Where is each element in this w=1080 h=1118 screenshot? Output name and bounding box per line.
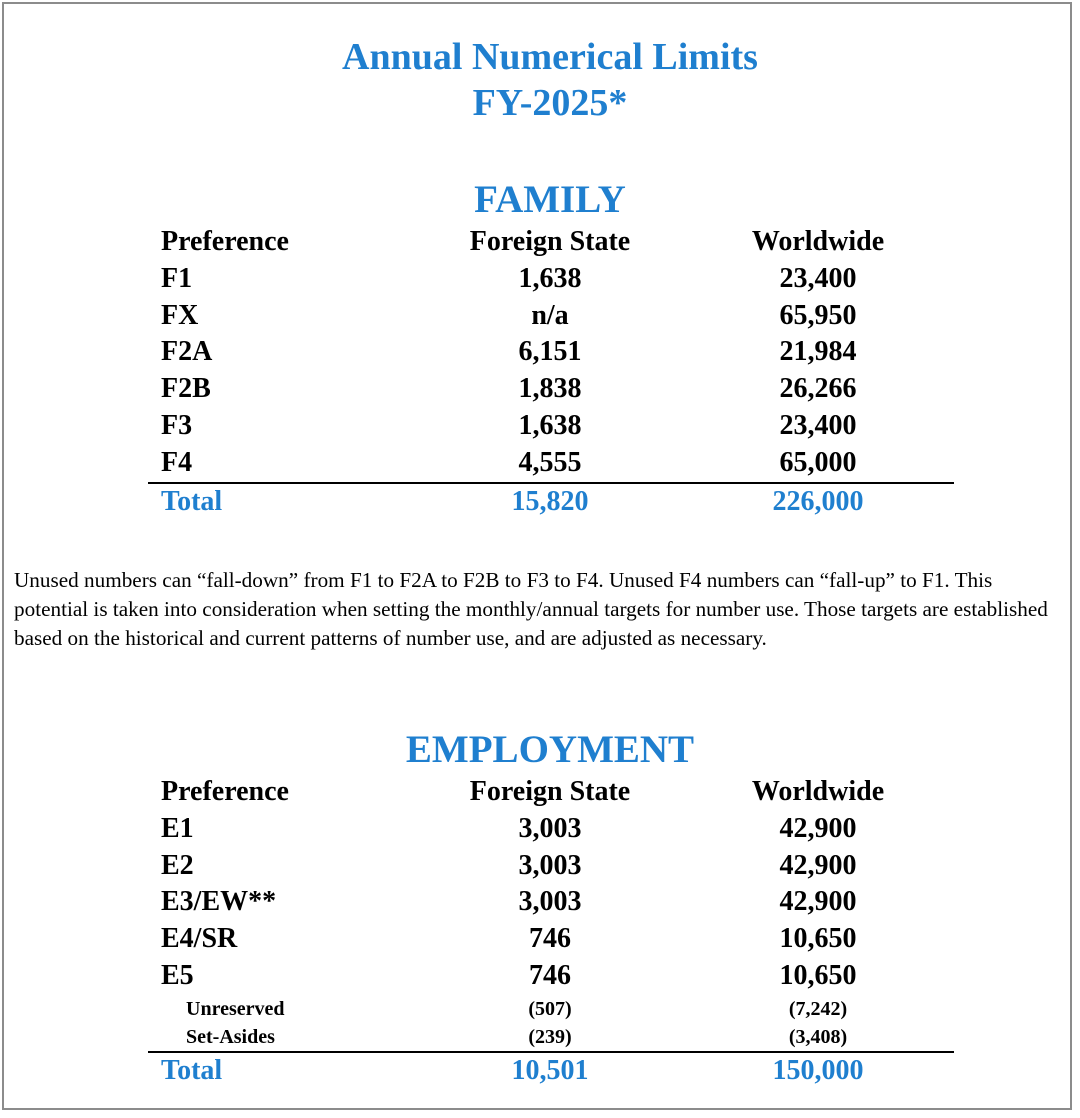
column-header-preference: Preference bbox=[161, 776, 289, 807]
row-foreign-state: 1,838 bbox=[518, 373, 582, 405]
employment-table bbox=[148, 774, 954, 1090]
row-worldwide: (7,242) bbox=[788, 997, 848, 1020]
page-subtitle: FY-2025* bbox=[472, 82, 628, 124]
row-preference: E5 bbox=[161, 959, 194, 991]
total-foreign-state: 10,501 bbox=[511, 1054, 589, 1086]
employment-header-row bbox=[148, 774, 954, 811]
total-label: Total bbox=[161, 485, 223, 517]
row-foreign-state: (507) bbox=[528, 997, 572, 1020]
family-header-row bbox=[148, 224, 954, 261]
table-row bbox=[148, 334, 954, 371]
column-header-worldwide: Worldwide bbox=[751, 776, 885, 807]
total-foreign-state: 15,820 bbox=[511, 485, 589, 517]
table-row bbox=[148, 921, 954, 958]
family-heading: FAMILY bbox=[474, 178, 626, 221]
row-worldwide: 65,000 bbox=[779, 446, 857, 478]
row-foreign-state: 1,638 bbox=[518, 262, 582, 294]
family-table bbox=[148, 224, 954, 520]
column-header-foreign-state: Foreign State bbox=[469, 776, 631, 807]
column-header-worldwide: Worldwide bbox=[751, 226, 885, 257]
row-foreign-state: 4,555 bbox=[518, 446, 582, 478]
row-worldwide: 42,900 bbox=[779, 886, 857, 918]
row-worldwide: 65,950 bbox=[779, 299, 857, 331]
table-row bbox=[148, 884, 954, 921]
row-preference: F3 bbox=[161, 409, 193, 441]
row-foreign-state: 3,003 bbox=[518, 886, 582, 918]
row-foreign-state: 746 bbox=[529, 959, 571, 991]
row-preference: E3/EW** bbox=[161, 886, 277, 918]
row-preference: Set-Asides bbox=[186, 1025, 275, 1048]
row-foreign-state: n/a bbox=[531, 299, 569, 331]
row-foreign-state: 1,638 bbox=[518, 409, 582, 441]
row-worldwide: 42,900 bbox=[779, 812, 857, 844]
table-row bbox=[148, 995, 954, 1023]
row-worldwide: 23,400 bbox=[779, 262, 857, 294]
row-worldwide: 42,900 bbox=[779, 849, 857, 881]
row-worldwide: 23,400 bbox=[779, 409, 857, 441]
row-preference: FX bbox=[161, 299, 199, 331]
row-foreign-state: (239) bbox=[528, 1025, 572, 1048]
row-preference: F1 bbox=[161, 262, 193, 294]
row-worldwide: (3,408) bbox=[788, 1025, 848, 1048]
total-worldwide: 150,000 bbox=[772, 1054, 864, 1086]
row-preference: F2B bbox=[161, 373, 211, 405]
row-preference: Unreserved bbox=[186, 997, 285, 1020]
table-row bbox=[148, 848, 954, 885]
row-preference: E1 bbox=[161, 812, 194, 844]
table-row bbox=[148, 371, 954, 408]
column-header-preference: Preference bbox=[161, 226, 289, 257]
row-foreign-state: 3,003 bbox=[518, 812, 582, 844]
row-preference: E2 bbox=[161, 849, 194, 881]
employment-total-row bbox=[148, 1053, 954, 1090]
table-row bbox=[148, 261, 954, 298]
row-preference: F4 bbox=[161, 446, 193, 478]
row-worldwide: 26,266 bbox=[779, 373, 857, 405]
table-row bbox=[148, 958, 954, 995]
family-total-row bbox=[148, 484, 954, 521]
fall-down-note: Unused numbers can “fall-down” from F1 to F2A to F2B to F3 to F4. Unused F4 numbers can “fall-up” to F1. This potential is taken into consideration when setting the monthly/annual targets for number use. Those targets are established based on the historical and current patterns of number use, and are adjusted as necessary. bbox=[14, 568, 1048, 650]
row-worldwide: 10,650 bbox=[779, 959, 857, 991]
table-row bbox=[148, 811, 954, 848]
row-foreign-state: 746 bbox=[529, 923, 571, 955]
row-preference: F2A bbox=[161, 336, 213, 368]
employment-heading: EMPLOYMENT bbox=[405, 728, 695, 771]
row-preference: E4/SR bbox=[161, 923, 238, 955]
row-foreign-state: 3,003 bbox=[518, 849, 582, 881]
row-worldwide: 10,650 bbox=[779, 923, 857, 955]
table-row bbox=[148, 1023, 954, 1051]
table-row bbox=[148, 445, 954, 482]
table-row bbox=[148, 298, 954, 335]
page-title: Annual Numerical Limits bbox=[342, 36, 758, 78]
column-header-foreign-state: Foreign State bbox=[469, 226, 631, 257]
row-foreign-state: 6,151 bbox=[518, 336, 582, 368]
table-row bbox=[148, 408, 954, 445]
total-label: Total bbox=[161, 1054, 223, 1086]
row-worldwide: 21,984 bbox=[779, 336, 857, 368]
total-worldwide: 226,000 bbox=[772, 485, 864, 517]
